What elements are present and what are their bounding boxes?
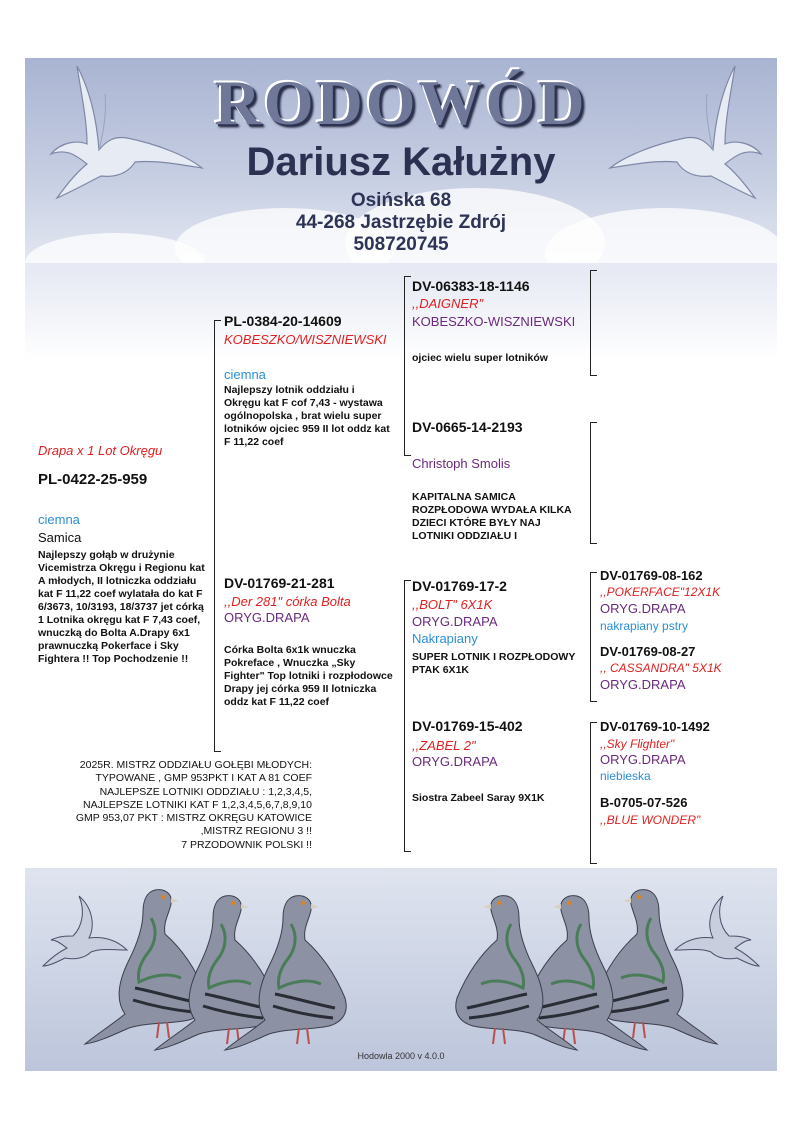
- achievement-line: 7 PRZODOWNIK POLSKI !!: [181, 838, 312, 851]
- bracket-paternal-grandparents: [404, 276, 411, 456]
- footer-banner: [25, 868, 777, 1071]
- father-name: KOBESZKO/WISZNIEWSKI: [224, 332, 387, 347]
- mf-color: Nakrapiany: [412, 631, 478, 646]
- mmm-ring: B-0705-07-526: [600, 795, 688, 810]
- mff-breeder: ORYG.DRAPA: [600, 601, 686, 616]
- ff-description: ojciec wielu super lotników: [412, 352, 548, 364]
- father-color: ciemna: [224, 367, 266, 382]
- fm-breeder: Christoph Smolis: [412, 456, 511, 471]
- mmm-name: ,,BLUE WONDER": [600, 813, 701, 827]
- mf-description: SUPER LOTNIK I ROZPŁODOWY PTAK 6X1K: [412, 651, 576, 676]
- mfm-ring: DV-01769-08-27: [600, 644, 696, 659]
- mm-ring: DV-01769-15-402: [412, 718, 523, 734]
- ff-breeder: KOBESZKO-WISZNIEWSKI: [412, 314, 576, 329]
- subject-color: ciemna: [38, 512, 80, 527]
- owner-phone: 508720745: [353, 234, 449, 255]
- subject-sex: Samica: [38, 530, 82, 545]
- mff-name: ,,POKERFACE"12X1K: [600, 585, 721, 599]
- subject-description: Najlepszy gołąb w drużynie Vicemistrza Okręgu i Regionu kat A młodych, II lotniczka oddziału kat F 11,22 coef wylatała do kat F 6/3673, 10/3193, 18/3737 jet córką 1 Lotnika okręgu kat F 7,43 coef, wnuczką do Bolta A.Drapy 6x1 prawnuczką Pokerface i Sky Fightera !! Top Pochodzenie !!: [38, 549, 205, 665]
- subject-note: Drapa x 1 Lot Okręgu: [38, 443, 163, 458]
- bracket-maternal-grandparents: [404, 580, 411, 852]
- mother-name: ,,Der 281" córka Bolta: [224, 594, 351, 609]
- mfm-breeder: ORYG.DRAPA: [600, 677, 686, 692]
- pigeons-illustration: [25, 868, 777, 1071]
- mm-breeder: ORYG.DRAPA: [412, 754, 498, 769]
- mf-ring: DV-01769-17-2: [412, 578, 507, 594]
- bracket-ff-parents: [590, 270, 597, 376]
- achievement-line: NAJLEPSZE LOTNIKI ODDZIAŁU : 1,2,3,4,5,: [99, 785, 312, 798]
- mmf-name: ,,Sky Flighter": [600, 737, 675, 751]
- mff-color: nakrapiany pstry: [600, 619, 689, 633]
- bracket-parents: [214, 320, 221, 752]
- mother-description: Córka Bolta 6x1k wnuczka Pokreface , Wnuczka „Sky Fighter" Top lotniki i rozpłodowce Drapy jej córka 959 II lotniczka oddz kat F 11,22 coef: [224, 644, 393, 708]
- father-description: Najlepszy lotnik oddziału i Okręgu kat F cof 7,43 - wystawa ogólnopolska , brat wielu super lotników ojciec 959 II lot oddz kat F 11,22 coef: [224, 384, 390, 448]
- fm-ring: DV-0665-14-2193: [412, 419, 523, 435]
- mmf-color: niebieska: [600, 769, 651, 783]
- mm-description: Siostra Zabeel Saray 9X1K: [412, 792, 545, 804]
- achievement-line: ,MISTRZ REGIONU 3 !!: [200, 825, 312, 838]
- mfm-name: ,, CASSANDRA" 5X1K: [600, 661, 722, 675]
- owner-name: Dariusz Kałużny: [246, 140, 556, 184]
- achievement-line: NAJLEPSZE LOTNIKI KAT F 1,2,3,4,5,6,7,8,9,10: [83, 798, 312, 811]
- pedigree-title: RODOWÓD: [214, 67, 588, 138]
- achievement-line: TYPOWANE , GMP 953PKT I KAT A 81 COEF: [95, 772, 312, 785]
- owner-city: 44-268 Jastrzębie Zdrój: [295, 212, 507, 233]
- fm-description: KAPITALNA SAMICA ROZPŁODOWA WYDAŁA KILKA DZIECI KTÓRE BYŁY NAJ LOTNIKI ODDZIAŁU I: [412, 491, 572, 542]
- mother-ring: DV-01769-21-281: [224, 575, 335, 591]
- pedigree-sheet: [25, 58, 777, 1071]
- software-version: Hodowla 2000 v 4.0.0: [357, 1051, 445, 1061]
- bracket-fm-parents: [590, 422, 597, 544]
- bracket-mm-parents: [590, 722, 597, 864]
- ff-name: ,,DAIGNER": [412, 296, 484, 311]
- mf-name: ,,BOLT" 6X1K: [412, 597, 493, 612]
- achievement-line: 2025R. MISTRZ ODDZIAŁU GOŁĘBI MŁODYCH:: [79, 759, 312, 771]
- mmf-breeder: ORYG.DRAPA: [600, 752, 686, 767]
- achievements-box: [28, 755, 318, 865]
- bracket-mf-parents: [590, 572, 597, 702]
- achievement-line: GMP 953,07 PKT : MISTRZ OKRĘGU KATOWICE: [75, 812, 312, 825]
- mf-breeder: ORYG.DRAPA: [412, 614, 498, 629]
- mm-name: ,,ZABEL 2": [412, 738, 476, 753]
- ff-ring: DV-06383-18-1146: [412, 278, 530, 294]
- mmf-ring: DV-01769-10-1492: [600, 719, 710, 734]
- mff-ring: DV-01769-08-162: [600, 568, 703, 583]
- mother-breeder: ORYG.DRAPA: [224, 610, 310, 625]
- owner-street: Osińska 68: [350, 190, 452, 211]
- header-banner: [25, 58, 777, 263]
- father-ring: PL-0384-20-14609: [224, 313, 342, 329]
- subject-ring: PL-0422-25-959: [38, 471, 148, 488]
